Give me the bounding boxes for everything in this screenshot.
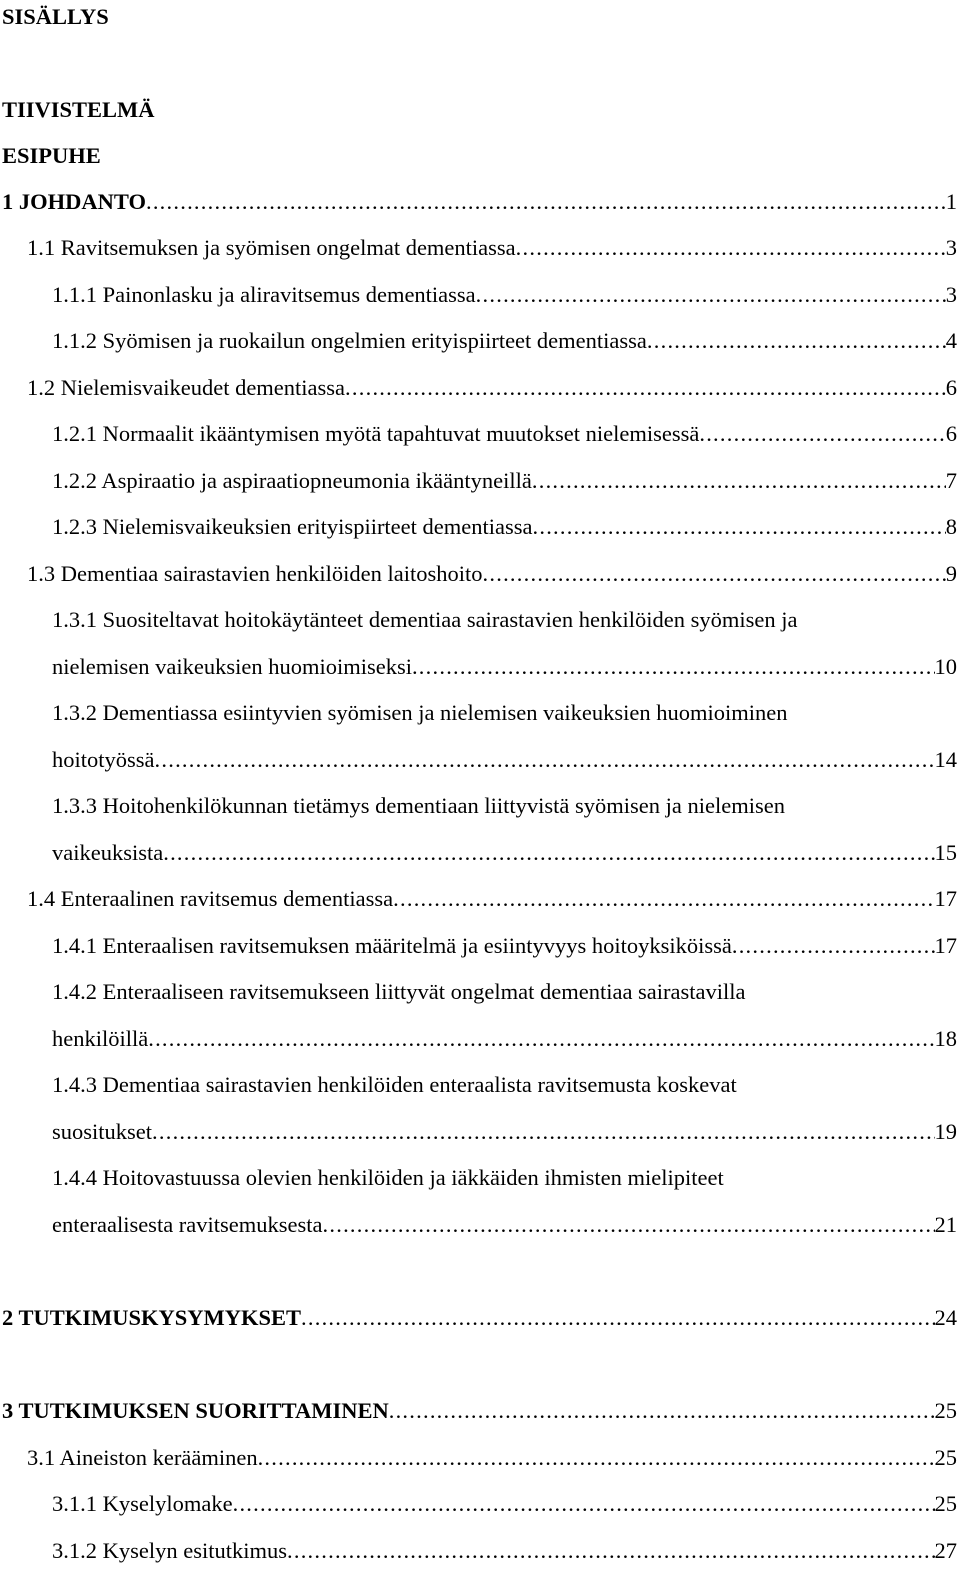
dot-leader (233, 1489, 935, 1519)
toc-entry-1-2-1[interactable] (52, 419, 957, 449)
toc-entry-label: 1.4.1 Enteraalisen ravitsemuksen määritelmä ja esiintyvyys hoitoyksiköissä (52, 933, 732, 958)
toc-page-number: 1 (945, 189, 957, 214)
toc-entry-3-1[interactable] (27, 1443, 957, 1473)
toc-heading: SISÄLLYS (2, 4, 109, 29)
dot-leader (647, 326, 946, 356)
toc-entry-label-cont: henkilöillä (52, 1026, 149, 1051)
toc-entry-label-cont: hoitotyössä (52, 747, 155, 772)
toc-page-number: 9 (945, 561, 957, 586)
toc-entry-1-1-2[interactable] (52, 326, 957, 356)
toc-entry-1-4-1[interactable] (52, 931, 957, 961)
toc-page-number: 18 (934, 1026, 957, 1051)
toc-entry-1-1-1[interactable] (52, 280, 957, 310)
dot-leader (389, 1396, 935, 1426)
toc-entry-label: 1.4 Enteraalinen ravitsemus dementiassa (27, 886, 394, 911)
toc-entry-3-1-1[interactable] (52, 1489, 957, 1519)
toc-entry-1-4[interactable] (27, 884, 957, 914)
toc-page-number: 3 (945, 235, 957, 260)
toc-entry-label-cont: enteraalisesta ravitsemuksesta (52, 1212, 323, 1237)
toc-entry-1-2-3[interactable] (52, 512, 957, 542)
dot-leader (532, 466, 946, 496)
dot-leader (148, 1024, 934, 1054)
toc-entry-1-3-3-line1[interactable]: 1.3.3 Hoitohenkilökunnan tietämys dementiaan liittyvistä syömisen ja nielemisen (52, 793, 785, 818)
toc-page-number: 21 (934, 1212, 957, 1237)
dot-leader (163, 838, 934, 868)
toc-entry-label-cont: vaikeuksista (52, 840, 164, 865)
toc-entry-3-1-2[interactable] (52, 1536, 957, 1566)
dot-leader (699, 419, 945, 449)
toc-page-number: 25 (934, 1398, 957, 1423)
toc-page-number: 6 (945, 375, 957, 400)
toc-page-number: 17 (934, 886, 957, 911)
toc-entry-1-4-3-line1[interactable]: 1.4.3 Dementiaa sairastavien henkilöiden enteraalista ravitsemusta koskevat (52, 1072, 737, 1097)
toc-page-number: 24 (934, 1305, 957, 1330)
dot-leader (533, 512, 946, 542)
toc-entry-chapter-2[interactable] (2, 1303, 957, 1333)
toc-page-number: 25 (934, 1445, 957, 1470)
dot-leader (732, 931, 935, 961)
toc-page-number: 25 (934, 1491, 957, 1516)
toc-entry-chapter-1[interactable] (2, 187, 957, 217)
dot-leader (345, 373, 946, 403)
toc-entry-1-2-2[interactable] (52, 466, 957, 496)
toc-page-number: 10 (934, 654, 957, 679)
toc-entry-1-4-2[interactable] (52, 1024, 957, 1054)
toc-entry-label: 1.2 Nielemisvaikeudet dementiassa (27, 375, 346, 400)
dot-leader (516, 233, 946, 263)
toc-page-number: 15 (934, 840, 957, 865)
toc-entry-1-4-4-line1[interactable]: 1.4.4 Hoitovastuussa olevien henkilöiden ja iäkkäiden ihmisten mielipiteet (52, 1165, 724, 1190)
toc-front-abstract: TIIVISTELMÄ (2, 97, 155, 122)
toc-entry-label: 1.3 Dementiaa sairastavien henkilöiden laitoshoito (27, 561, 483, 586)
toc-entry-label: 3 TUTKIMUKSEN SUORITTAMINEN (2, 1398, 389, 1423)
toc-entry-label: 1.2.1 Normaalit ikääntymisen myötä tapahtuvat muutokset nielemisessä (52, 421, 700, 446)
toc-page-number: 14 (934, 747, 957, 772)
dot-leader (155, 745, 935, 775)
toc-entry-label: 3.1.2 Kyselyn esitutkimus (52, 1538, 287, 1563)
toc-front-preface: ESIPUHE (2, 143, 101, 168)
toc-entry-1-2[interactable] (27, 373, 957, 403)
toc-page-number: 27 (934, 1538, 957, 1563)
toc-page-number: 3 (945, 282, 957, 307)
toc-entry-1-4-3[interactable] (52, 1117, 957, 1147)
dot-leader (287, 1536, 935, 1566)
toc-page-number: 6 (945, 421, 957, 446)
dot-leader (323, 1210, 935, 1240)
toc-entry-label-cont: suositukset (52, 1119, 153, 1144)
toc-entry-label: 1.2.2 Aspiraatio ja aspiraatiopneumonia ikääntyneillä (52, 468, 532, 493)
toc-entry-label: 1.2.3 Nielemisvaikeuksien erityispiirteet dementiassa (52, 514, 533, 539)
dot-leader (258, 1443, 935, 1473)
dot-leader (393, 884, 934, 914)
toc-entry-label: 1.1 Ravitsemuksen ja syömisen ongelmat dementiassa (27, 235, 516, 260)
dot-leader (476, 280, 946, 310)
dot-leader (146, 187, 946, 217)
toc-entry-chapter-3[interactable] (2, 1396, 957, 1426)
toc-entry-1-3-2[interactable] (52, 745, 957, 775)
toc-entry-label: 1 JOHDANTO (2, 189, 146, 214)
toc-entry-1-4-2-line1[interactable]: 1.4.2 Enteraaliseen ravitsemukseen liittyvät ongelmat dementiaa sairastavilla (52, 979, 746, 1004)
dot-leader (301, 1303, 934, 1333)
toc-page-number: 17 (934, 933, 957, 958)
toc-entry-1-4-4[interactable] (52, 1210, 957, 1240)
toc-entry-1-3-3[interactable] (52, 838, 957, 868)
toc-entry-label: 3.1.1 Kyselylomake (52, 1491, 233, 1516)
toc-entry-1-3[interactable] (27, 559, 957, 589)
dot-leader (483, 559, 946, 589)
toc-page-number: 4 (945, 328, 957, 353)
toc-entry-1-3-2-line1[interactable]: 1.3.2 Dementiassa esiintyvien syömisen ja nielemisen vaikeuksien huomioiminen (52, 700, 788, 725)
toc-entry-label: 1.1.2 Syömisen ja ruokailun ongelmien erityispiirteet dementiassa (52, 328, 647, 353)
dot-leader (412, 652, 935, 682)
toc-page-number: 7 (945, 468, 957, 493)
toc-entry-1-3-1-line1[interactable]: 1.3.1 Suositeltavat hoitokäytänteet dementiaa sairastavien henkilöiden syömisen ja (52, 607, 798, 632)
toc-entry-label-cont: nielemisen vaikeuksien huomioimiseksi (52, 654, 412, 679)
toc-page-number: 8 (945, 514, 957, 539)
toc-page-number: 19 (934, 1119, 957, 1144)
toc-entry-label: 1.1.1 Painonlasku ja aliravitsemus dementiassa (52, 282, 476, 307)
dot-leader (152, 1117, 934, 1147)
toc-entry-label: 3.1 Aineiston kerääminen (27, 1445, 258, 1470)
toc-entry-label: 2 TUTKIMUSKYSYMYKSET (2, 1305, 302, 1330)
toc-entry-1-3-1[interactable] (52, 652, 957, 682)
toc-entry-1-1[interactable] (27, 233, 957, 263)
